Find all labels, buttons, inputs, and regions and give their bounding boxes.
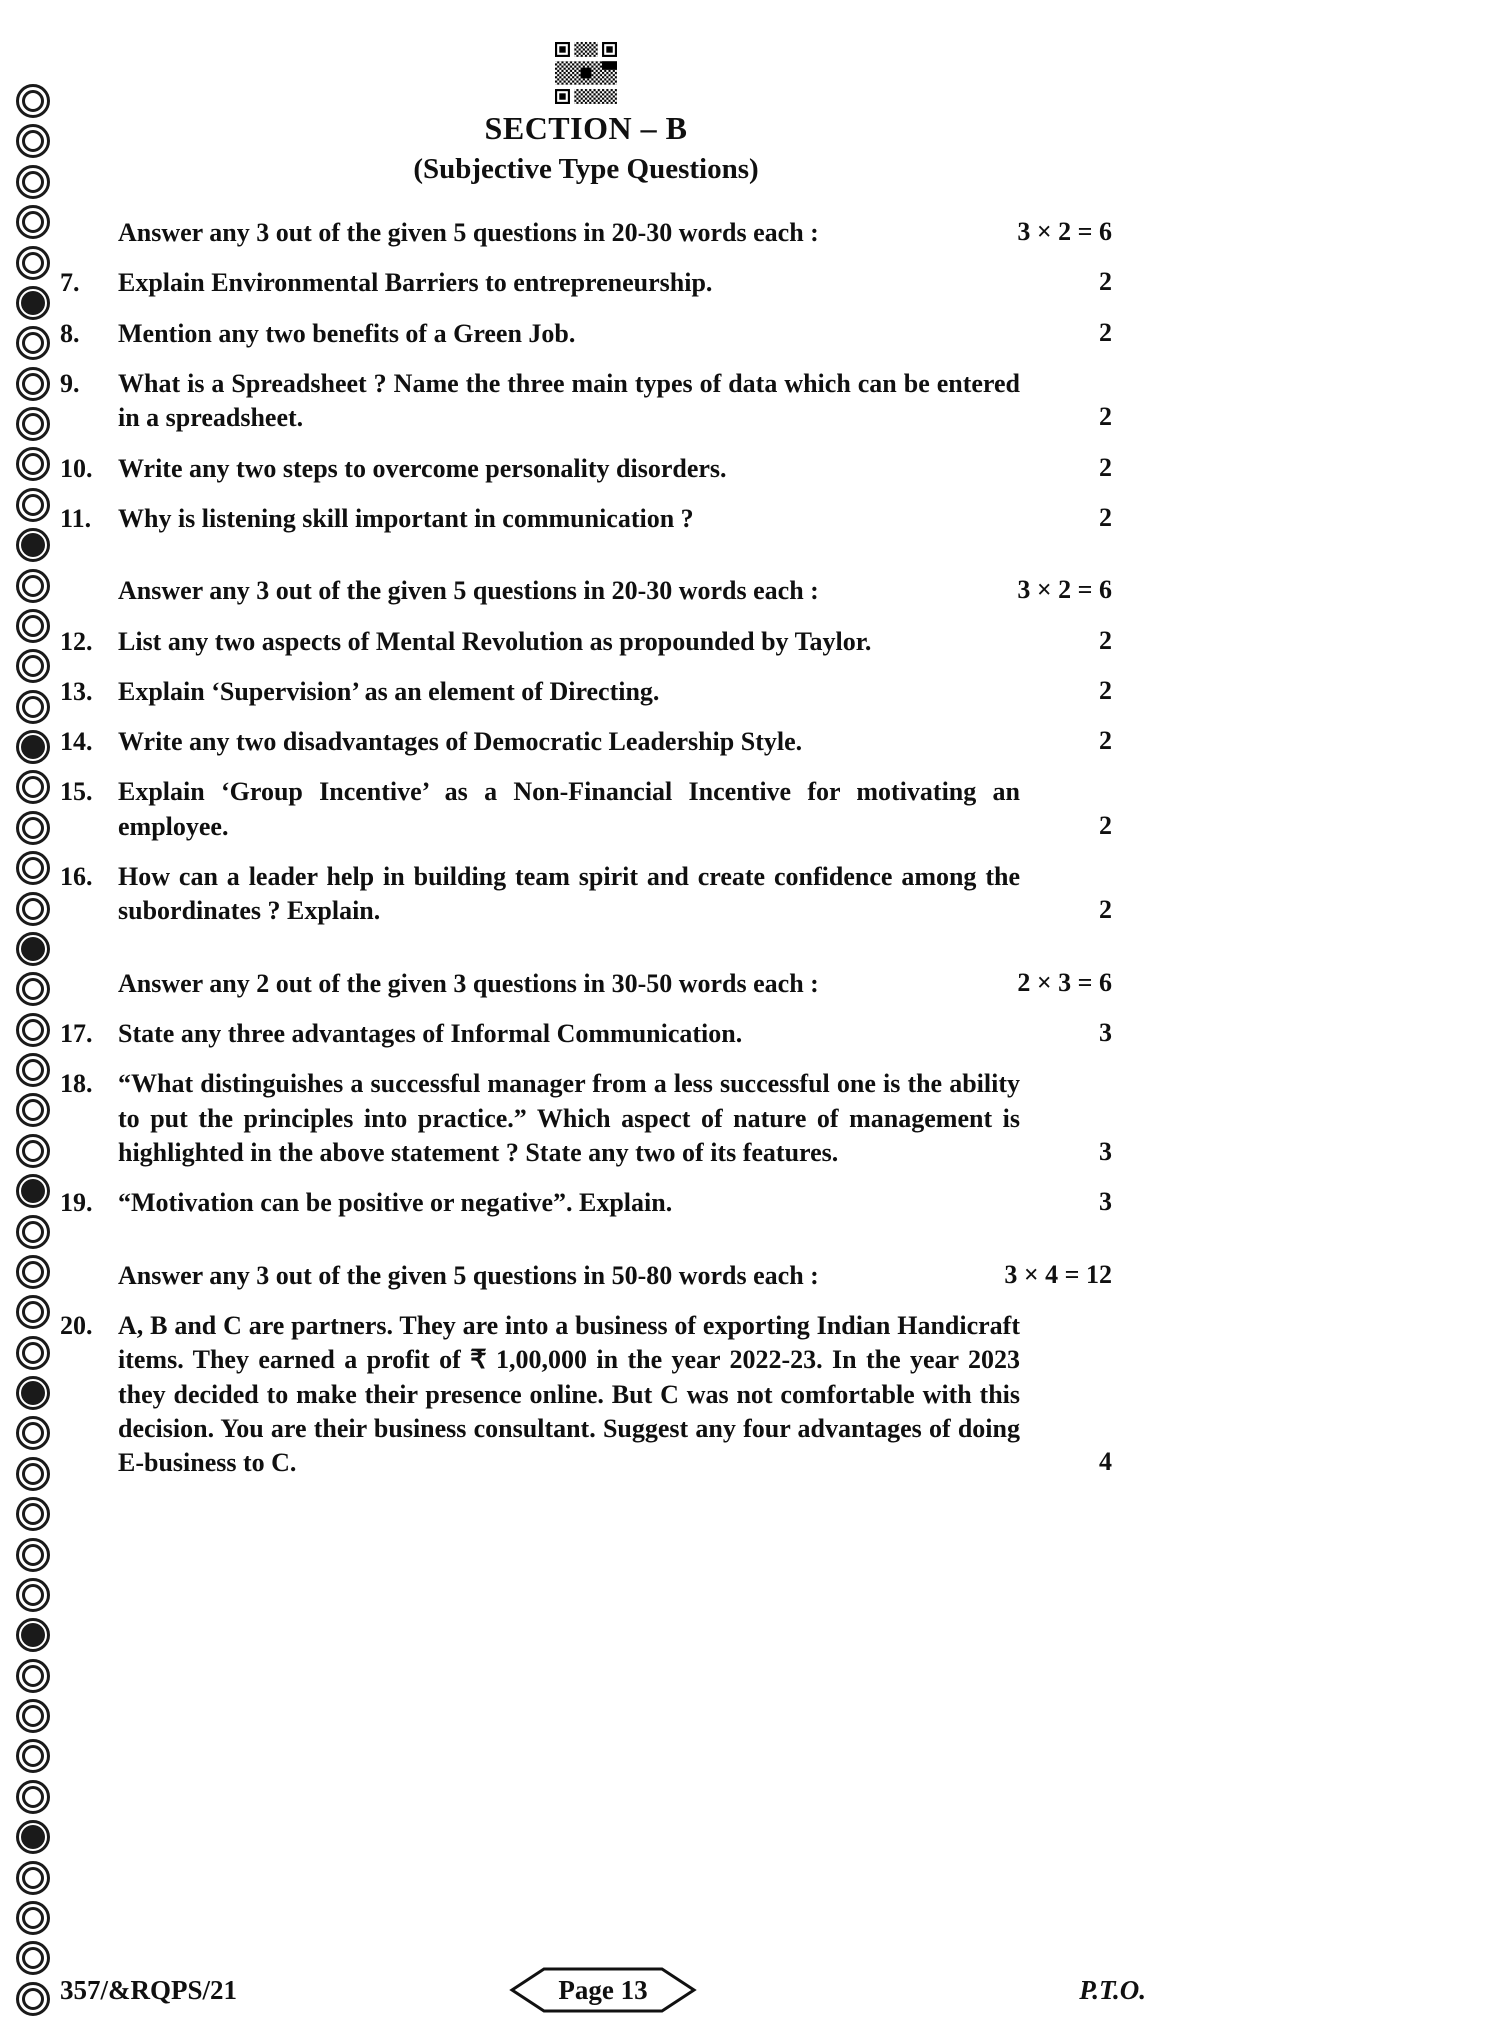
- binding-ring-icon: [16, 1497, 50, 1531]
- binding-ring-icon: [16, 1134, 50, 1168]
- section-title: SECTION – B: [484, 110, 688, 146]
- question-row: [60, 1309, 1112, 1481]
- question-text: “Motivation can be positive or negative”. Explain.: [118, 1188, 673, 1218]
- instruction-row: [60, 967, 1112, 1001]
- question-number: 8.: [60, 318, 80, 348]
- binding-ring-icon: [16, 1538, 50, 1572]
- question-row: [60, 625, 1112, 659]
- question-row: [60, 1067, 1112, 1170]
- binding-ring-icon: [16, 246, 50, 280]
- binding-ring-icon: [16, 770, 50, 804]
- binding-ring-icon: [16, 367, 50, 401]
- question-number: [60, 216, 118, 250]
- binding-ring-icon: [16, 326, 50, 360]
- binding-ring-icon: [16, 528, 50, 562]
- binding-ring-icon: [16, 1861, 50, 1895]
- binding-ring-icon: [16, 124, 50, 158]
- binding-ring-icon: [16, 1941, 50, 1975]
- binding-ring-icon: [16, 1255, 50, 1289]
- question-number: 10.: [60, 453, 93, 483]
- question-row: [60, 725, 1112, 759]
- page-number-badge: [508, 1966, 698, 2014]
- instruction-text: Answer any 3 out of the given 5 questions in 20-30 words each :: [118, 218, 819, 247]
- binding-ring-icon: [16, 1215, 50, 1249]
- question-marks: 2: [1099, 675, 1112, 705]
- binding-ring-icon: [16, 972, 50, 1006]
- question-marks: 2: [1099, 726, 1112, 756]
- instruction-marks: 3 × 2 = 6: [1017, 217, 1112, 246]
- binding-ring-icon: [16, 1093, 50, 1127]
- question-text: A, B and C are partners. They are into a business of exporting Indian Handicraft items. They earned a profit of ₹ 1,00,000 in the year 2022-23. In the year 2023 they decided to make their presence online. But C was not comfortable with this decision. You are their business consultant. Suggest any four advantages of doing E-business to C.: [118, 1310, 1020, 1478]
- question-marks: 3: [1099, 1136, 1112, 1166]
- question-marks: 2: [1099, 452, 1112, 482]
- binding-ring-icon: [16, 1780, 50, 1814]
- question-number: 19.: [60, 1188, 93, 1218]
- binding-ring-icon: [16, 1618, 50, 1652]
- binding-ring-icon: [16, 1982, 50, 2016]
- binding-ring-icon: [16, 851, 50, 885]
- page-content: [60, 42, 1112, 1480]
- binding-ring-icon: [16, 205, 50, 239]
- binding-ring-icon: [16, 1174, 50, 1208]
- instruction-marks: 3 × 4 = 12: [1004, 1259, 1112, 1289]
- question-marks: 3: [1099, 1018, 1112, 1047]
- binding-ring-icon: [16, 1739, 50, 1773]
- binding-ring-icon: [16, 1578, 50, 1612]
- question-text: Explain ‘Supervision’ as an element of Directing.: [118, 676, 660, 706]
- question-marks: 2: [1099, 625, 1112, 655]
- binding-ring-icon: [16, 892, 50, 926]
- binding-ring-icon: [16, 730, 50, 764]
- question-marks: 3: [1099, 1187, 1112, 1217]
- binding-ring-icon: [16, 1820, 50, 1854]
- question-text: “What distinguishes a successful manager from a less successful one is the ability to put the principles into practice.” Which aspect of nature of management is highlighted in the above statement ? State any two of its features.: [118, 1069, 1020, 1167]
- question-text: What is a Spreadsheet ? Name the three main types of data which can be entered in a spreadsheet.: [118, 368, 1020, 433]
- binding-ring-icon: [16, 165, 50, 199]
- instruction-row: [60, 1259, 1112, 1293]
- question-number: 16.: [60, 862, 93, 892]
- question-row: [60, 452, 1112, 486]
- instruction-marks: 2 × 3 = 6: [1017, 967, 1112, 997]
- spiral-binding: [16, 84, 56, 2016]
- paper-code: 357/&RQPS/21: [60, 1975, 238, 2005]
- question-row: [60, 502, 1112, 536]
- instruction-row: [60, 574, 1112, 608]
- question-row: [60, 675, 1112, 709]
- instruction-text: Answer any 2 out of the given 3 questions in 30-50 words each :: [118, 968, 819, 998]
- question-number: 18.: [60, 1069, 93, 1099]
- binding-ring-icon: [16, 1457, 50, 1491]
- qr-code-icon: [555, 42, 617, 104]
- binding-ring-icon: [16, 1053, 50, 1087]
- question-row: [60, 1017, 1112, 1051]
- binding-ring-icon: [16, 932, 50, 966]
- question-text: List any two aspects of Mental Revolution as propounded by Taylor.: [118, 626, 872, 656]
- pto-label: P.T.O.: [1079, 1975, 1146, 2005]
- question-number: 9.: [60, 368, 80, 398]
- section-subtitle: (Subjective Type Questions): [413, 153, 759, 185]
- page-number: Page 13: [558, 1974, 648, 2005]
- question-marks: 2: [1099, 895, 1112, 925]
- binding-ring-icon: [16, 1659, 50, 1693]
- question-marks: 2: [1099, 317, 1112, 347]
- binding-ring-icon: [16, 447, 50, 481]
- question-marks: 2: [1099, 402, 1112, 432]
- question-row: [60, 860, 1112, 929]
- instruction-row: [60, 216, 1112, 250]
- binding-ring-icon: [16, 811, 50, 845]
- question-marks: 4: [1099, 1447, 1112, 1477]
- binding-ring-icon: [16, 649, 50, 683]
- question-row: [60, 317, 1112, 351]
- question-row: [60, 775, 1112, 844]
- binding-ring-icon: [16, 1901, 50, 1935]
- binding-ring-icon: [16, 609, 50, 643]
- page-footer: [60, 1964, 1146, 2014]
- question-text: Write any two steps to overcome personality disorders.: [118, 453, 727, 483]
- binding-ring-icon: [16, 1336, 50, 1370]
- question-text: Explain ‘Group Incentive’ as a Non-Financial Incentive for motivating an employee.: [118, 777, 1020, 841]
- binding-ring-icon: [16, 690, 50, 724]
- question-number: 15.: [60, 777, 93, 807]
- question-marks: 2: [1099, 502, 1112, 532]
- question-number: 12.: [60, 626, 93, 656]
- question-row: [60, 367, 1112, 436]
- binding-ring-icon: [16, 1699, 50, 1733]
- question-number: 20.: [60, 1310, 93, 1340]
- question-row: [60, 1186, 1112, 1220]
- question-number: [60, 967, 118, 1001]
- question-text: Explain Environmental Barriers to entrepreneurship.: [118, 268, 713, 298]
- question-text: State any three advantages of Informal Communication.: [118, 1019, 743, 1048]
- binding-ring-icon: [16, 84, 50, 118]
- question-row: [60, 266, 1112, 300]
- question-number: 7.: [60, 268, 80, 298]
- question-number: 13.: [60, 676, 93, 706]
- binding-ring-icon: [16, 1295, 50, 1329]
- binding-ring-icon: [16, 286, 50, 320]
- question-number: [60, 1259, 118, 1293]
- question-marks: 2: [1099, 267, 1112, 297]
- question-marks: 2: [1099, 810, 1112, 840]
- question-text: Why is listening skill important in communication ?: [118, 503, 694, 533]
- question-number: [60, 574, 118, 608]
- qr-code-wrap: [60, 42, 1112, 104]
- question-number: 17.: [60, 1019, 93, 1048]
- instruction-text: Answer any 3 out of the given 5 questions in 20-30 words each :: [118, 576, 819, 606]
- binding-ring-icon: [16, 1416, 50, 1450]
- question-text: How can a leader help in building team spirit and create confidence among the subordinates ? Explain.: [118, 862, 1020, 926]
- binding-ring-icon: [16, 1013, 50, 1047]
- binding-ring-icon: [16, 569, 50, 603]
- binding-ring-icon: [16, 1376, 50, 1410]
- instruction-text: Answer any 3 out of the given 5 questions in 50-80 words each :: [118, 1260, 819, 1290]
- binding-ring-icon: [16, 488, 50, 522]
- instruction-marks: 3 × 2 = 6: [1017, 575, 1112, 605]
- question-text: Mention any two benefits of a Green Job.: [118, 318, 576, 348]
- binding-ring-icon: [16, 407, 50, 441]
- question-text: Write any two disadvantages of Democratic Leadership Style.: [118, 727, 803, 757]
- question-number: 11.: [60, 503, 92, 533]
- question-number: 14.: [60, 727, 93, 757]
